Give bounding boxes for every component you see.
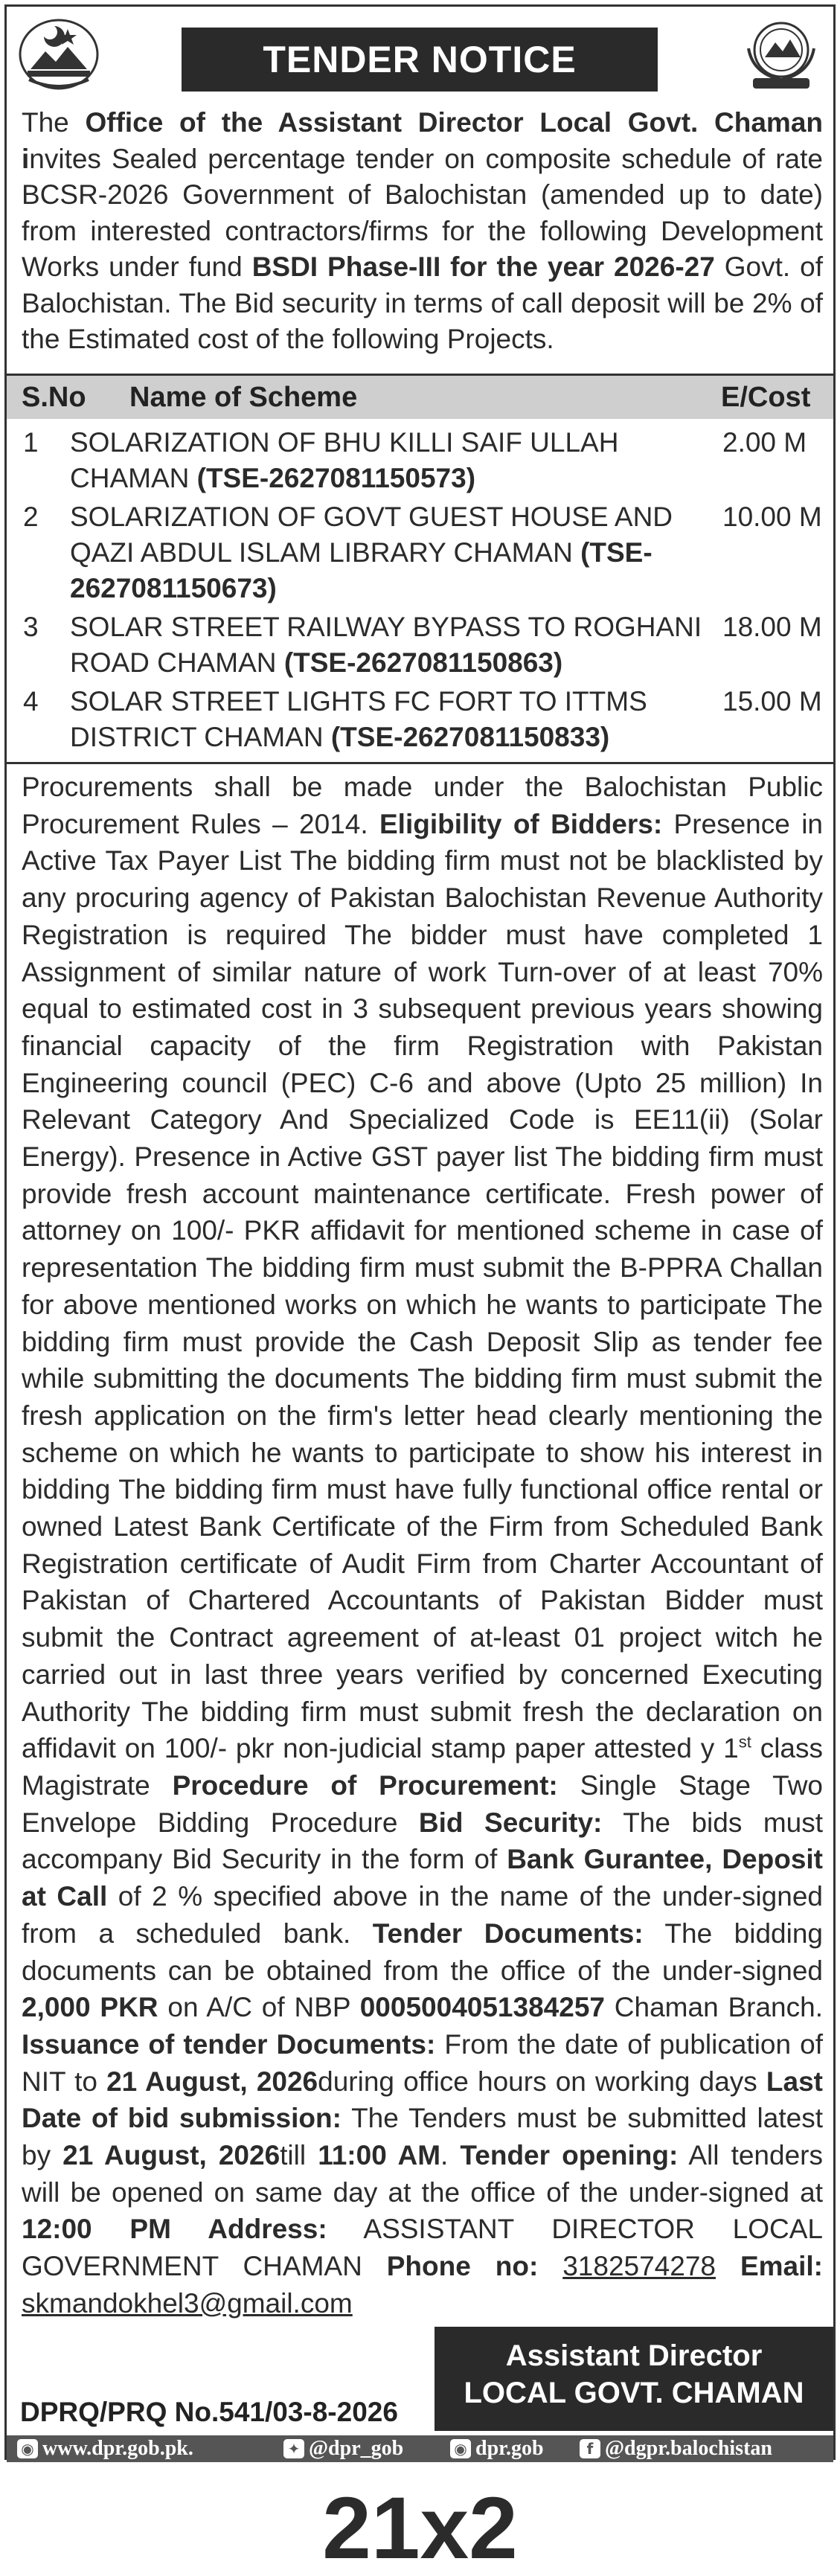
- row-number: 2: [23, 502, 39, 532]
- scheme-title: SOLARIZATION OF BHU KILLI SAIF ULLAH CHAMAN: [70, 427, 619, 493]
- address-text: ASSISTANT DIRECTOR LOCAL GOVERNMENT CHAMAN: [22, 2214, 823, 2282]
- issuance-date: 21 August, 2026: [106, 2066, 318, 2097]
- terms-text: Single Stage Two Envelope Bidding Procedure: [22, 1769, 823, 1838]
- scheme-code: (TSE-2627081150573): [196, 463, 476, 493]
- tender-documents-heading: Tender Documents:: [372, 1917, 644, 1949]
- terms-text: Procurements shall be made under the Balochistan Public Procurement Rules – 2014.: [22, 772, 823, 839]
- facebook-item[interactable]: [580, 2437, 772, 2461]
- signatory-office: LOCAL GOVT. CHAMAN: [464, 2377, 804, 2409]
- scheme-cost: 2.00 M: [722, 427, 807, 458]
- issuance-heading: Issuance of tender Documents:: [22, 2028, 436, 2060]
- terms-text: during office hours on working days: [318, 2066, 766, 2097]
- terms-text: class Magistrate: [22, 1733, 823, 1801]
- phone-label: Phone no:: [386, 2251, 539, 2282]
- terms-text: till: [280, 2140, 318, 2171]
- twitter-icon: ✦: [283, 2439, 304, 2458]
- eligibility-heading: Eligibility of Bidders:: [379, 808, 663, 839]
- submission-date: 21 August, 2026: [62, 2140, 280, 2171]
- terms-text: From the date of publication of NIT to: [22, 2028, 823, 2097]
- scheme-name: [70, 684, 710, 755]
- intro-text: nvites Sealed percentage tender on composite schedule of rate BCSR-2026 Government of Balochistan (amended up to date) from interested contractors/firms for the following Development Works under fund: [22, 143, 823, 282]
- twitter-item[interactable]: [283, 2437, 403, 2461]
- tender-opening-heading: Tender opening:: [460, 2140, 679, 2171]
- social-footer: [7, 2435, 833, 2462]
- header-name: Name of Scheme: [129, 382, 358, 413]
- website-text: www.dpr.gob.pk.: [42, 2437, 193, 2460]
- header-cost: E/Cost: [721, 382, 811, 413]
- balochistan-emblem-icon: [14, 16, 103, 93]
- scheme-title: SOLARIZATION OF GOVT GUEST HOUSE AND QAZI ABDUL ISLAM LIBRARY CHAMAN: [70, 502, 673, 568]
- page-title: TENDER NOTICE: [263, 39, 577, 80]
- last-date-heading: Last Date of bid submission:: [22, 2066, 823, 2134]
- instagram-icon: ◉: [450, 2439, 471, 2458]
- terms-text: The Tenders must be submitted latest by: [22, 2103, 823, 2171]
- fund-name: BSDI Phase-III for the year 2026-27: [251, 251, 715, 282]
- terms-paragraph: [22, 769, 823, 2322]
- intro-text: Govt. of Balochistan. The Bid security in terms of call deposit will be 2% of the Estimated cost of the following Projects.: [22, 251, 824, 354]
- scheme-name: [70, 499, 710, 606]
- twitter-handle: @dpr_gob: [309, 2437, 404, 2460]
- scheme-name: [70, 609, 710, 681]
- signature-block: [435, 2327, 833, 2431]
- terms-text: on A/C of NBP: [158, 1992, 360, 2023]
- scheme-code: (TSE-2627081150863): [283, 647, 563, 678]
- scheme-name: [70, 425, 710, 496]
- row-number: 4: [23, 686, 39, 717]
- procedure-heading: Procedure of Procurement:: [172, 1769, 558, 1801]
- email-label: Email:: [716, 2251, 823, 2282]
- intro-paragraph: [22, 105, 823, 358]
- terms-text: .: [440, 2140, 461, 2171]
- instagram-handle: dpr.gob: [475, 2437, 544, 2460]
- account-number: 0005004051384257: [359, 1992, 605, 2023]
- intro-text: The: [22, 107, 86, 138]
- terms-text: of 2 % specified above in the name of the under-signed from a scheduled bank.: [22, 1881, 823, 1949]
- facebook-icon: f: [580, 2439, 600, 2458]
- terms-text: The bids must accompany Bid Security in the form of: [22, 1807, 823, 1875]
- tender-fee: 2,000 PKR: [22, 1992, 158, 2023]
- facebook-handle: @dgpr.balochistan: [605, 2437, 772, 2460]
- submission-time: 11:00 AM: [318, 2140, 441, 2171]
- scheme-cost: 10.00 M: [722, 502, 822, 532]
- scheme-code: (TSE-2627081150673): [70, 537, 653, 603]
- scheme-title: SOLAR STREET RAILWAY BYPASS TO ROGHANI ROAD CHAMAN: [70, 612, 702, 678]
- opening-time-address-heading: 12:00 PM Address:: [22, 2214, 327, 2245]
- title-banner: [182, 28, 658, 92]
- phone-link[interactable]: 3182574278: [562, 2251, 716, 2282]
- scheme-cost: 18.00 M: [722, 612, 822, 642]
- ad-size-label: 21x2: [322, 2479, 518, 2576]
- scheme-code: (TSE-2627081150833): [330, 722, 610, 752]
- government-seal-icon: [737, 16, 826, 93]
- reference-number: DPRQ/PRQ No.541/03-8-2026: [20, 2397, 398, 2427]
- scheme-title: SOLAR STREET LIGHTS FC FORT TO ITTMS DISTRICT CHAMAN: [70, 686, 647, 752]
- email-link[interactable]: skmandokhel3@gmail.com: [22, 2287, 353, 2319]
- bid-security-heading: Bid Security:: [418, 1807, 603, 1838]
- terms-text: The bidding documents can be obtained from the office of the under-signed: [22, 1917, 823, 1986]
- table-header: [7, 376, 833, 419]
- divider: [7, 762, 833, 764]
- terms-text: Chaman Branch.: [604, 1992, 823, 2023]
- office-name: Office of the Assistant Director Local Govt. Chaman i: [22, 107, 824, 174]
- row-number: 3: [23, 612, 39, 642]
- tender-notice: [4, 4, 836, 2460]
- website-item[interactable]: [17, 2437, 193, 2461]
- instagram-item[interactable]: [450, 2437, 544, 2461]
- header-sno: S.No: [22, 382, 86, 413]
- bank-guarantee-text: Bank Gurantee, Deposit at Call: [22, 1844, 824, 1912]
- ordinal-suffix: st: [738, 1732, 751, 1752]
- terms-text: Presence in Active Tax Payer List The bidding firm must not be blacklisted by any procuring agency of Pakistan Balochistan Revenue Authority Registration is required The bidder must have completed 1 Assignment of similar nature of work Turn-over of at least 70% equal to estimated cost in 3 subsequent previous years showing financial capacity of the firm Registration with Pakistan Engineering council (PEC) C-6 and above (Upto 25 million) In Relevant Category And Specialized Code is EE11(ii) (Solar Energy). Presence in Active GST payer list The bidding firm must provide fresh account maintenance certificate. Fresh power of attorney on 100/- PKR affidavit for mentioned scheme in case of representation The bidding firm must submit the B-PPRA Challan for above mentioned works on which he wants to participate The bidding firm must provide the Cash Deposit Slip as tender fee while submitting the documents The bidding firm must submit the fresh application on the firm's letter head clearly mentioning the scheme on which he wants to participate to show his interest in bidding The bidding firm must have fully functional office rental or owned Latest Bank Certificate of the Firm from Scheduled Bank Registration certificate of Audit Firm from Charter Accountant of Pakistan of Chartered Accountants of Pakistan Bidder must submit the Contract agreement of at-least 01 project witch he carried out in last three years verified by concerned Executing Authority The bidding firm must submit fresh the declaration on affidavit on 100/- pkr non-judicial stamp paper attested y 1: [22, 808, 823, 1764]
- signatory-title: Assistant Director: [505, 2339, 763, 2372]
- globe-icon: ◉: [17, 2439, 38, 2458]
- row-number: 1: [23, 427, 39, 458]
- header: [7, 7, 833, 96]
- scheme-cost: 15.00 M: [722, 686, 822, 717]
- terms-text: All tenders will be opened on same day at the office of the under-signed at: [22, 2140, 823, 2208]
